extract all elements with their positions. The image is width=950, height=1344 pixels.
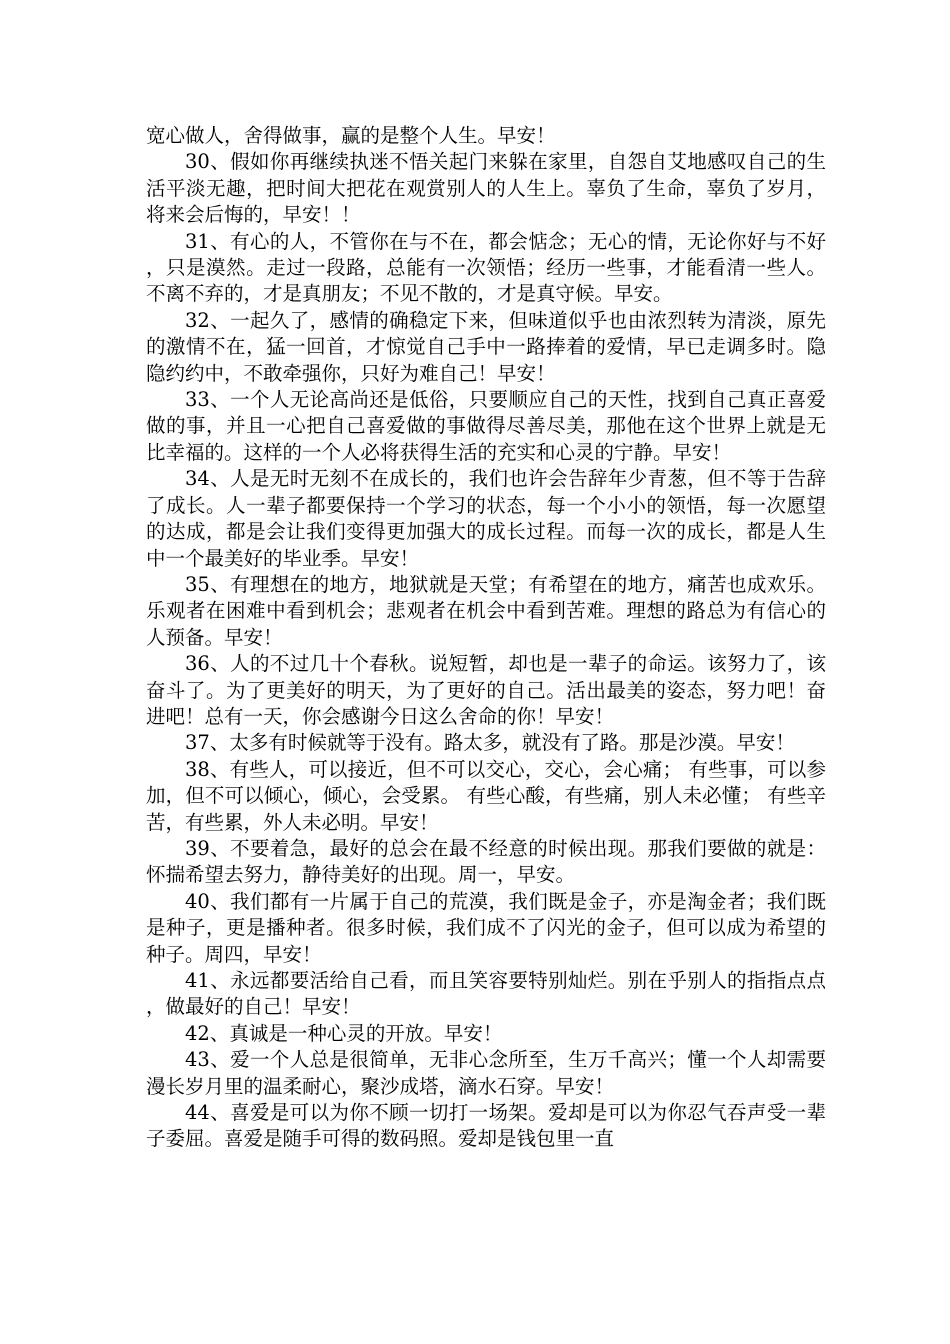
paragraph-36: 36、人的不过几十个春秋。说短暂，却也是一辈子的命运。该努力了，该奋斗了。为了更美好的明天，为了更好的自己。活出最美的姿态，努力吧！奋进吧！总有一天，你会感谢今日这么舍命的你！早安！ [146, 652, 826, 728]
paragraph-37: 37、太多有时候就等于没有。路太多，就没有了路。那是沙漠。早安！ [185, 731, 795, 755]
paragraph-34: 34、人是无时无刻不在成长的，我们也许会告辞年少青葱，但不等于告辞了成长。人一辈子都要保持一个学习的状态，每一个小小的领悟，每一次愿望的达成，都是会让我们变得更加强大的成长过程。而每一次的成长，都是人生中一个最美好的毕业季。早安！ [146, 467, 826, 570]
paragraph-35: 35、有理想在的地方，地狱就是天堂；有希望在的地方，痛苦也成欢乐。乐观者在困难中看到机会；悲观者在机会中看到苦难。理想的路总为有信心的人预备。早安！ [146, 572, 826, 649]
paragraph-32: 32、一起久了，感情的确稳定下来，但味道似乎也由浓烈转为清淡，原先的激情不在，猛一回首，才惊觉自己手中一路捧着的爱情，早已走调多时。隐隐约约中，不敢牵强你，只好为难自己！早安！ [146, 308, 826, 385]
paragraph-40: 40、我们都有一片属于自己的荒漠，我们既是金子，亦是淘金者；我们既是种子，更是播种者。很多时候，我们成不了闪光的金子，但可以成为希望的种子。周四，早安！ [146, 889, 826, 966]
paragraph-31: 31、有心的人，不管你在与不在，都会惦念；无心的情，无论你好与不好，只是漠然。走过一段路，总能有一次领悟；经历一些事，才能看清一些人。不离不弃的，才是真朋友；不见不散的，才是真守候。早安。 [146, 229, 826, 306]
paragraph-42: 42、真诚是一种心灵的开放。早安！ [185, 1021, 503, 1045]
paragraph-43: 43、爱一个人总是很简单，无非心念所至，生万千高兴；懂一个人却需要漫长岁月里的温柔耐心，聚沙成塔，滴水石穿。早安！ [146, 1048, 826, 1098]
paragraph-41: 41、永远都要活给自己看，而且笑容要特别灿烂。别在乎别人的指指点点，做最好的自己！早安！ [146, 969, 826, 1019]
paragraph-continuation: 宽心做人，舍得做事，赢的是整个人生。早安！ [146, 124, 556, 147]
paragraph-44: 44、喜爱是可以为你不顾一切打一场架。爱却是可以为你忍气吞声受一辈子委屈。喜爱是随手可得的数码照。爱却是钱包里一直 [146, 1101, 826, 1151]
paragraph-30: 30、假如你再继续执迷不悟关起门来躲在家里，自怨自艾地感叹自己的生活平淡无趣，把时间大把花在观赏别人的人生上。辜负了生命，辜负了岁月，将来会后悔的，早安！！ [146, 150, 826, 227]
paragraph-33: 33、一个人无论高尚还是低俗，只要顺应自己的天性，找到自己真正喜爱做的事，并且一心把自己喜爱做的事做得尽善尽美，那他在这个世界上就是无比幸福的。这样的一个人必将获得生活的充实和心灵的宁静。早安！ [146, 388, 826, 464]
paragraph-38: 38、有些人，可以接近，但不可以交心，交心，会心痛； 有些事，可以参加，但不可以倾心，倾心，会受累。 有些心酸，有些痛，别人未必懂； 有些辛苦，有些累，外人未必明。早安！ [146, 757, 826, 834]
document-body [146, 123, 826, 1153]
paragraph-39: 39、不要着急，最好的总会在最不经意的时候出现。那我们要做的就是：怀揣希望去努力，静待美好的出现。周一，早安。 [146, 836, 826, 887]
